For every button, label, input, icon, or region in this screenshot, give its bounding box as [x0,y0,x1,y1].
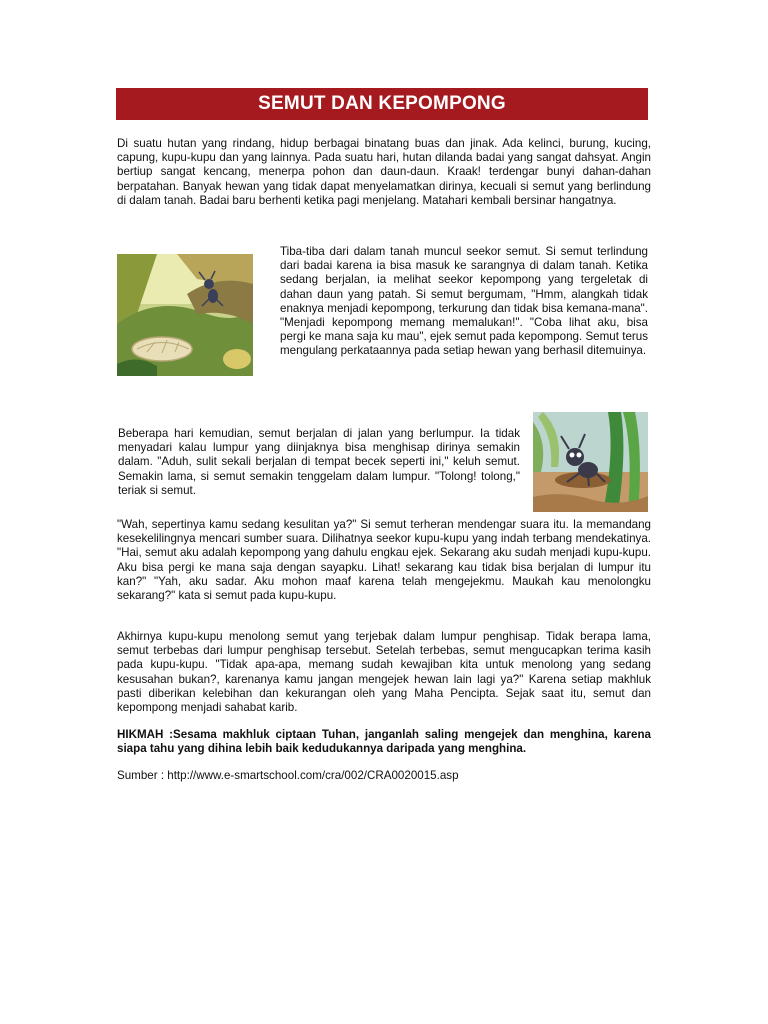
paragraph-3: Beberapa hari kemudian, semut berjalan di jalan yang berlumpur. Ia tidak menyadari kalau lumpur yang diinjaknya bisa menghisap dirinya semakin dalam. "Aduh, sulit sekali berjalan di tempat becek seperti ini," keluh semut. Semakin lama, si semut semakin tenggelam dalam lumpur. "Tolong! tolong," teriak si semut. [118,427,520,497]
title-banner [116,88,648,120]
illustration-ant-in-mud [533,412,648,512]
moral-lesson: HIKMAH :Sesama makhluk ciptaan Tuhan, janganlah saling mengejek dan menghina, karena siapa tahu yang dihina lebih baik kedudukannya daripada yang menghina. [117,728,651,756]
source-citation: Sumber : http://www.e-smartschool.com/cra/002/CRA0020015.asp [117,769,459,782]
paragraph-1: Di suatu hutan yang rindang, hidup berbagai binatang buas dan jinak. Ada kelinci, burung, kucing, capung, kupu-kupu dan yang lainnya. Pada suatu hari, hutan dilanda badai yang sangat dahsyat. Angin bertiup sangat kencang, menerpa pohon dan daun-daun. Kraak! terdengar bunyi dahan-dahan berpatahan. Banyak hewan yang tidak dapat menyelamatkan dirinya, kecuali si semut yang berlindung di dalam tanah. Badai baru berhenti ketika pagi menjelang. Matahari kembali bersinar hangatnya. [117,137,651,207]
illustration-ant-and-cocoon [117,254,253,376]
paragraph-2: Tiba-tiba dari dalam tanah muncul seekor semut. Si semut terlindung dari badai karena ia bisa masuk ke sarangnya di dalam tanah. Ketika sedang berjalan, ia melihat seekor kepompong yang tergeletak di dahan daun yang patah. Si semut bergumam, "Hmm, alangkah tidak enaknya menjadi kepompong, terkurung dan tidak bisa kemana-mana". "Menjadi kepompong memang memalukan!". "Coba lihat aku, bisa pergi ke mana saja ku mau", ejek semut pada kepompong. Semut terus mengulang perkataannya pada setiap hewan yang berhasil ditemuinya. [280,245,648,358]
paragraph-4: "Wah, sepertinya kamu sedang kesulitan ya?" Si semut terheran mendengar suara itu. Ia memandang kesekelilingnya mencari sumber suara. Dilihatnya seekor kupu-kupu yang indah terbang mendekatinya. "Hai, semut aku adalah kepompong yang dahulu engkau ejek. Sekarang aku sudah menjadi kupu-kupu. Aku bisa pergi ke mana saja dengan sayapku. Lihat! sekarang kau tidak bisa berjalan di lumpur itu kan?" "Yah, aku sadar. Aku mohon maaf karena telah mengejekmu. Maukah kau menolongku sekarang?" kata si semut pada kupu-kupu. [117,518,651,603]
paragraph-5: Akhirnya kupu-kupu menolong semut yang terjebak dalam lumpur penghisap. Tidak berapa lama, semut terbebas dari lumpur penghisap tersebut. Setelah terbebas, semut mengucapkan terima kasih pada kupu-kupu. "Tidak apa-apa, memang sudah kewajiban kita untuk menolong yang sedang kesusahan bukan?, karenanya kamu jangan mengejek hewan lain lagi ya?" Karena setiap makhluk pasti diberikan kelebihan dan kekurangan oleh yang Maha Pencipta. Sejak saat itu, semut dan kepompong menjadi sahabat karib. [117,630,651,715]
page-title: SEMUT DAN KEPOMPONG [258,93,506,114]
